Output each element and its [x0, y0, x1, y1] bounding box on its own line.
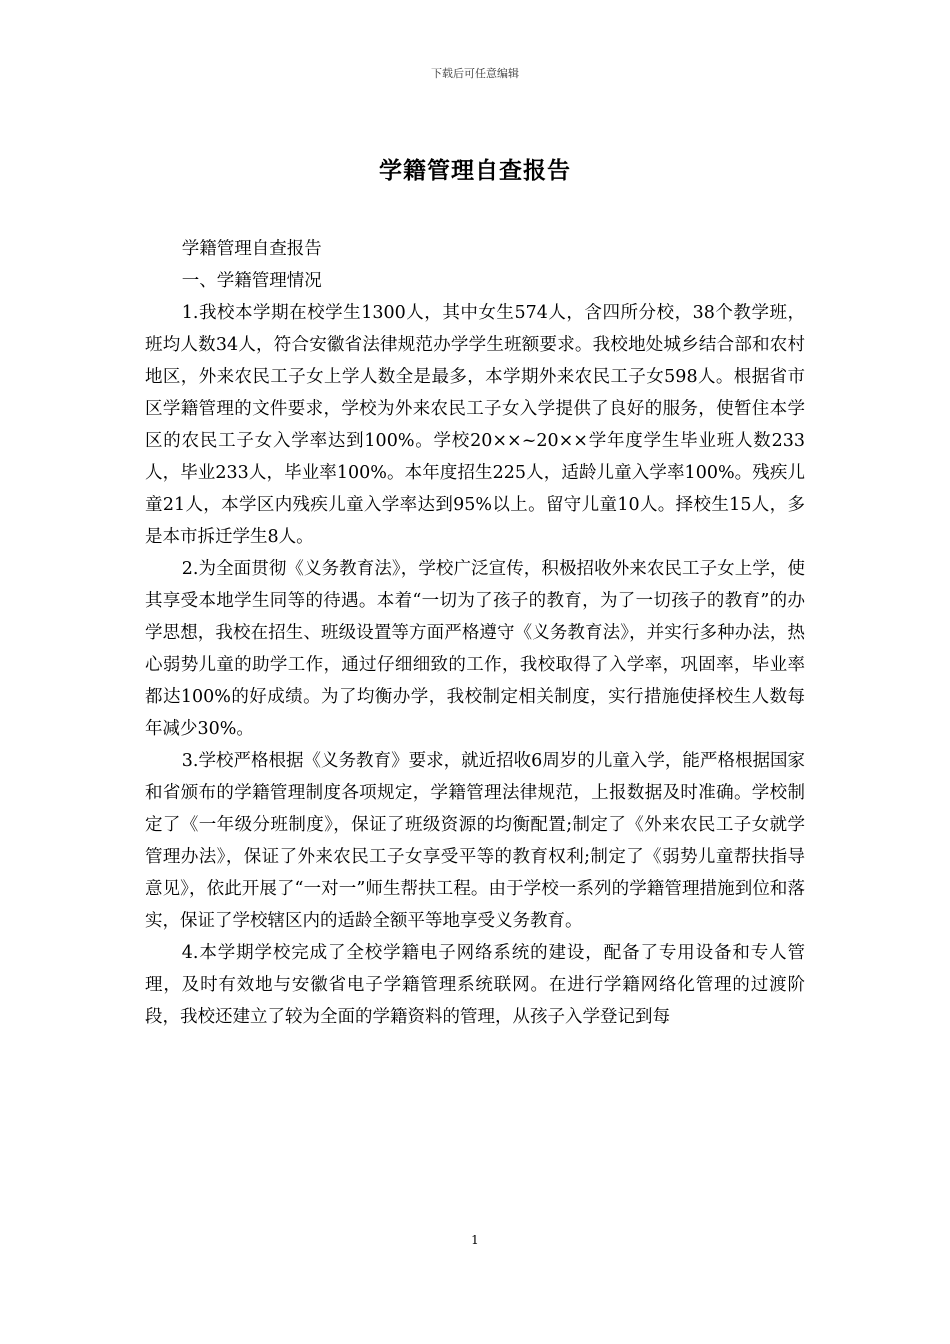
paragraph-1: 1.我校本学期在校学生1300人，其中女生574人，含四所分校，38个教学班，班均人数34人，符合安徽省法律规范办学学生班额要求。我校地处城乡结合部和农村地区，外来农民工子女上学人数全是最多，本学期外来农民工子女598人。根据省市区学籍管理的文件要求，学校为外来农民工子女入学提供了良好的服务，使暂住本学区的农民工子女入学率达到100%。学校20××~20××学年度学生毕业班人数233人，毕业233人，毕业率100%。本年度招生225人，适龄儿童入学率100%。残疾儿童21人，本学区内残疾儿童入学率达到95%以上。留守儿童10人。择校生15人，多是本市拆迁学生8人。: [145, 303, 805, 547]
page-number: 1: [471, 1233, 479, 1247]
paragraph-3: 3.学校严格根据《义务教育》要求，就近招收6周岁的儿童入学，能严格根据国家和省颁布的学籍管理制度各项规定，学籍管理法律规范，上报数据及时准确。学校制定了《一年级分班制度》，保证了班级资源的均衡配置;制定了《外来农民工子女就学管理办法》，保证了外来农民工子女享受平等的教育权利;制定了《弱势儿童帮扶指导意见》，依此开展了“一对一”师生帮扶工程。由于学校一系列的学籍管理措施到位和落实，保证了学校辖区内的适龄全额平等地享受义务教育。: [145, 751, 805, 931]
header-note: 下载后可任意编辑: [431, 67, 519, 80]
paragraph-2: 2.为全面贯彻《义务教育法》，学校广泛宣传，积极招收外来农民工子女上学，使其享受本地学生同等的待遇。本着“一切为了孩子的教育，为了一切孩子的教育”的办学思想，我校在招生、班级设置等方面严格遵守《义务教育法》，并实行多种办法，热心弱势儿童的助学工作，通过仔细细致的工作，我校取得了入学率，巩固率，毕业率都达100%的好成绩。为了均衡办学，我校制定相关制度，实行措施使择校生人数每年减少30%。: [145, 559, 805, 739]
paragraph-4: 4.本学期学校完成了全校学籍电子网络系统的建设，配备了专用设备和专人管理，及时有效地与安徽省电子学籍管理系统联网。在进行学籍网络化管理的过渡阶段，我校还建立了较为全面的学籍资料的管理，从孩子入学登记到每: [145, 943, 805, 1027]
paragraph-subtitle: 学籍管理自查报告: [181, 239, 322, 259]
document-title: 学籍管理自查报告: [379, 157, 571, 184]
document-body: [145, 233, 805, 1033]
paragraph-section-heading: 一、学籍管理情况: [181, 271, 322, 291]
